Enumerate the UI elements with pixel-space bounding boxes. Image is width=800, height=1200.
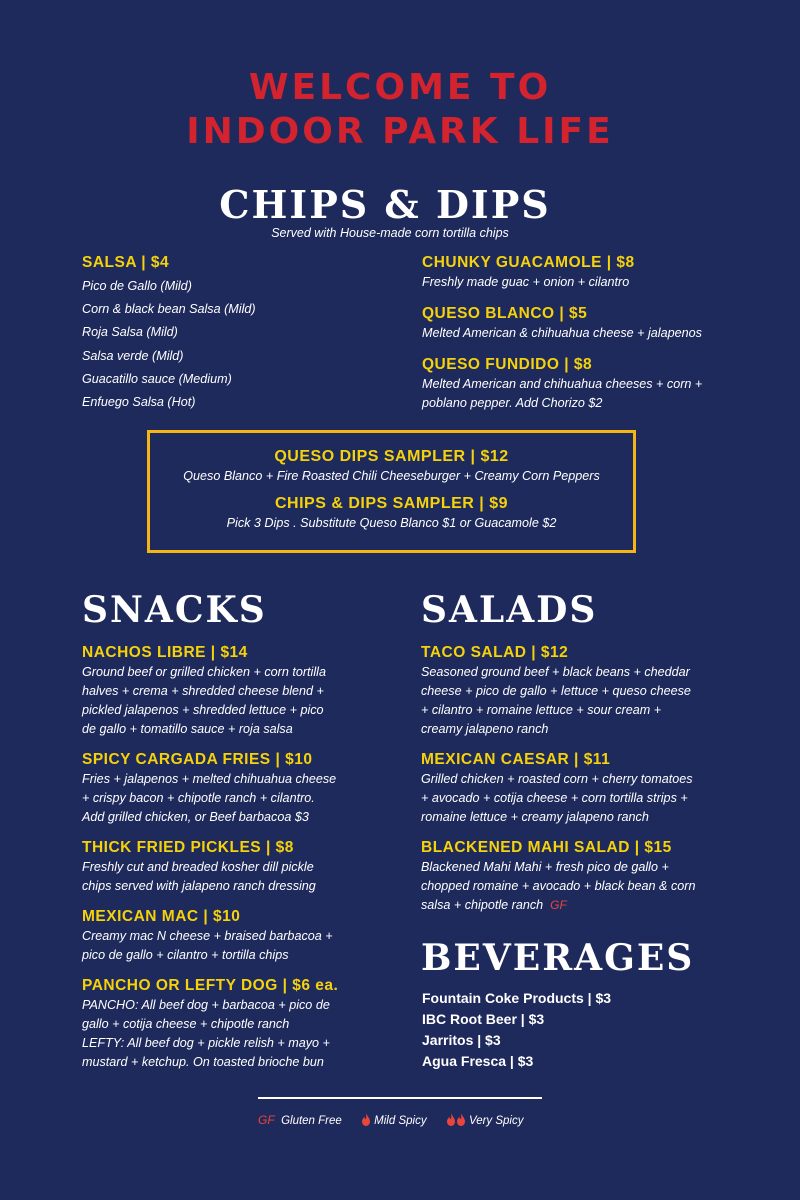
salsa-option: Pico de Gallo (Mild): [82, 279, 192, 293]
snacks-title: SNACKS: [82, 589, 267, 631]
chips-dips-title: CHIPS & DIPS: [219, 182, 551, 227]
item-description: LEFTY: All beef dog + pickle relish + mayo +: [82, 1036, 330, 1050]
item-price: | $12: [531, 644, 569, 661]
item-description: pico de gallo + cilantro + tortilla chips: [82, 948, 289, 962]
item-description: Add grilled chicken, or Beef barbacoa $3: [82, 810, 309, 824]
salsa-option: Salsa verde (Mild): [82, 348, 184, 363]
salsa-option: Enfuego Salsa (Hot): [82, 395, 196, 410]
beverage-item: Jarritos | $3: [422, 1032, 501, 1048]
item-name: TACO SALAD: [421, 644, 527, 661]
beverage-item: Fountain Coke Products | $3: [422, 990, 612, 1006]
queso-fundido-item: [422, 355, 702, 413]
item-description: cheese + pico de gallo + lettuce + queso cheese: [421, 684, 691, 698]
item-price: | $8: [265, 839, 294, 856]
taco-salad-item: [421, 643, 751, 739]
flame-icon: [361, 1113, 371, 1126]
item-price: | $5: [559, 305, 588, 322]
item-description: PANCHO: All beef dog + barbacoa + pico de: [82, 998, 330, 1012]
item-description: pickled jalapenos + shredded lettuce + pico: [82, 703, 324, 717]
item-description: Blackened Mahi Mahi + fresh pico de gallo +: [421, 860, 669, 874]
flame-icon: [456, 1113, 466, 1126]
gluten-free-legend-label: Gluten Free: [281, 1115, 342, 1127]
item-name: BLACKENED MAHI SALAD: [421, 839, 630, 856]
item-name: THICK FRIED PICKLES: [82, 839, 262, 856]
item-description: Grilled chicken + roasted corn + cherry tomatoes: [421, 772, 693, 786]
item-description: Freshly made guac + onion + cilantro: [422, 275, 630, 289]
item-name: NACHOS LIBRE: [82, 644, 206, 661]
item-price: | $6 ea.: [282, 977, 339, 994]
item-description: chips served with jalapeno ranch dressing: [82, 879, 316, 893]
pancho-lefty-dog-item: [82, 976, 392, 1072]
item-description: de gallo + tomatillo sauce + roja salsa: [82, 722, 293, 736]
item-description-with-tag: [421, 896, 761, 915]
item-description: Melted American and chihuahua cheeses + corn +: [422, 377, 703, 391]
item-description: + crispy bacon + chipotle ranch + cilantro.: [82, 791, 315, 805]
salsa-option: Guacatillo sauce (Medium): [82, 371, 232, 386]
flame-icon: [446, 1113, 456, 1126]
queso-dips-sampler-title: QUESO DIPS SAMPLER | $12: [274, 448, 509, 465]
item-description: gallo + cotija cheese + chipotle ranch: [82, 1017, 290, 1031]
item-price: | $8: [606, 254, 635, 271]
salsa-option: Corn & black bean Salsa (Mild): [82, 302, 256, 317]
item-description: romaine lettuce + creamy jalapeno ranch: [421, 810, 649, 824]
item-name: MEXICAN MAC: [82, 908, 199, 925]
item-price: | $15: [634, 839, 672, 856]
item-price: | $11: [574, 751, 611, 768]
item-name: CHUNKY GUACAMOLE: [422, 254, 602, 271]
thick-fried-pickles-item: [82, 838, 392, 896]
beverage-item: IBC Root Beer | $3: [422, 1011, 545, 1027]
item-price: | $10: [275, 751, 313, 768]
item-name: SPICY CARGADA FRIES: [82, 751, 271, 768]
welcome-line-2: INDOOR PARK LIFE: [186, 111, 614, 152]
beverage-item: Agua Fresca | $3: [422, 1053, 534, 1069]
salads-title: SALADS: [421, 589, 598, 631]
beverages-list: [422, 988, 611, 1072]
gluten-free-legend-tag: GF: [258, 1113, 275, 1127]
legend: [258, 1113, 524, 1127]
queso-dips-sampler-desc: Queso Blanco + Fire Roasted Chili Cheeseburger + Creamy Corn Peppers: [183, 469, 600, 483]
item-description: Freshly cut and breaded kosher dill pickle: [82, 860, 314, 874]
salsa-title: [82, 253, 169, 273]
item-description: + cilantro + romaine lettuce + sour cream +: [421, 703, 662, 717]
item-description: mustard + ketchup. On toasted brioche bun: [82, 1055, 324, 1069]
salsa-options: [82, 275, 256, 414]
nachos-libre-item: [82, 643, 392, 739]
queso-blanco-item: [422, 304, 702, 343]
salsa-option: Roja Salsa (Mild): [82, 325, 178, 340]
item-price: | $10: [203, 908, 241, 925]
item-description: chopped romaine + avocado + black bean & corn: [421, 879, 696, 893]
item-description: Fries + jalapenos + melted chihuahua cheese: [82, 772, 337, 786]
mild-spicy-legend-label: Mild Spicy: [374, 1115, 427, 1127]
item-description: Ground beef or grilled chicken + corn tortilla: [82, 665, 326, 679]
item-price: | $14: [210, 644, 248, 661]
salsa-price: | $4: [141, 254, 170, 271]
item-description: salsa + chipotle ranch: [421, 898, 544, 912]
chunky-guacamole-item: [422, 253, 635, 292]
chips-dips-sampler-title: CHIPS & DIPS SAMPLER | $9: [274, 495, 509, 512]
chips-dips-sampler-desc: Pick 3 Dips . Substitute Queso Blanco $1 or Guacamole $2: [226, 516, 557, 530]
item-name: PANCHO OR LEFTY DOG: [82, 977, 278, 994]
item-description: creamy jalapeno ranch: [421, 722, 549, 736]
mexican-mac-item: [82, 907, 392, 965]
spicy-cargada-fries-item: [82, 750, 392, 827]
salsa-name: SALSA: [82, 254, 137, 271]
item-description: poblano pepper. Add Chorizo $2: [422, 396, 603, 410]
welcome-line-1: WELCOME TO: [248, 67, 552, 108]
blackened-mahi-salad-item: [421, 838, 761, 915]
mexican-caesar-item: [421, 750, 751, 827]
chips-dips-subtitle: Served with House-made corn tortilla chips: [271, 226, 509, 240]
sampler-box: [147, 430, 636, 553]
item-name: QUESO BLANCO: [422, 305, 555, 322]
item-description: Seasoned ground beef + black beans + cheddar: [421, 665, 690, 679]
footer-divider: [258, 1097, 542, 1099]
beverages-title: BEVERAGES: [421, 937, 695, 979]
item-name: QUESO FUNDIDO: [422, 356, 560, 373]
item-description: Creamy mac N cheese + braised barbacoa +: [82, 929, 333, 943]
item-name: MEXICAN CAESAR: [421, 751, 570, 768]
item-description: + avocado + cotija cheese + corn tortilla strips +: [421, 791, 688, 805]
item-description: halves + crema + shredded cheese blend +: [82, 684, 324, 698]
gluten-free-tag: GF: [550, 898, 567, 912]
item-description: Melted American & chihuahua cheese + jalapenos: [422, 326, 702, 340]
very-spicy-legend-label: Very Spicy: [468, 1115, 524, 1127]
item-price: | $8: [564, 356, 593, 373]
